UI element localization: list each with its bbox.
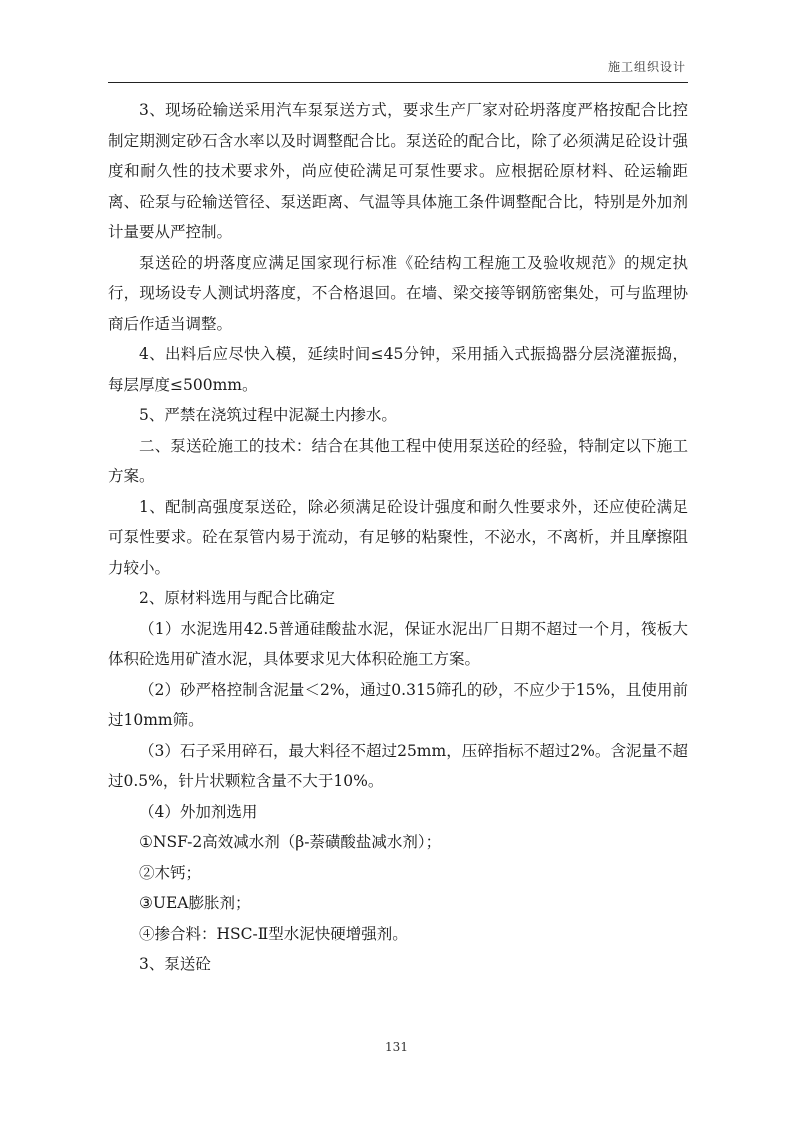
- paragraph-8: （1）水泥选用42.5普通硅酸盐水泥，保证水泥出厂日期不超过一个月，筏板大体积砼选用矿渣水泥，具体要求见大体积砼施工方案。: [108, 619, 688, 668]
- paragraph-14: ③UEA膨胀剂；: [139, 894, 251, 912]
- paragraph-1: 3、现场砼输送采用汽车泵泵送方式，要求生产厂家对砼坍落度严格按配合比控制定期测定砂石含水率以及时调整配合比。泵送砼的配合比，除了必须满足砼设计强度和耐久性的技术要求外，尚应使砼满足可泵性要求。应根据砼原材料、砼运输距离、砼泵与砼输送管径、泵送距离、气温等具体施工条件调整配合比，特别是外加剂计量要从严控制。: [108, 101, 688, 241]
- paragraph-16: 3、泵送砼: [139, 955, 211, 973]
- page-header: [108, 56, 688, 83]
- paragraph-12: ①NSF-2高效减水剂（β-萘磺酸盐减水剂）；: [139, 833, 442, 851]
- paragraph-10: （3）石子采用碎石，最大料径不超过25mm，压碎指标不超过2%。含泥量不超过0.5%，针片状颗粒含量不大于10%。: [108, 741, 688, 790]
- paragraph-6: 1、配制高强度泵送砼，除必须满足砼设计强度和耐久性要求外，还应使砼满足可泵性要求。砼在泵管内易于流动，有足够的粘聚性，不泌水，不离析，并且摩擦阻力较小。: [108, 497, 688, 577]
- paragraph-5: 二、泵送砼施工的技术：结合在其他工程中使用泵送砼的经验，特制定以下施工方案。: [108, 436, 688, 485]
- paragraph-15: ④掺合料：HSC-Ⅱ型水泥快硬增强剂。: [139, 924, 408, 943]
- paragraph-4: 5、严禁在浇筑过程中泥凝土内掺水。: [139, 406, 397, 424]
- paragraph-11: （4）外加剂选用: [139, 802, 258, 821]
- paragraph-9: （2）砂严格控制含泥量＜2%，通过0.315筛孔的砂，不应少于15%，且使用前过10mm筛。: [108, 680, 688, 729]
- paragraph-2: 泵送砼的坍落度应满足国家现行标准《砼结构工程施工及验收规范》的规定执行，现场设专人测试坍落度，不合格退回。在墙、梁交接等钢筋密集处，可与监理协商后作适当调整。: [108, 253, 688, 333]
- paragraph-3: 4、出料后应尽快入模，延续时间≤45分钟，采用插入式振捣器分层浇灌振捣，每层厚度≤500mm。: [108, 345, 688, 394]
- document-body: [108, 95, 688, 980]
- paragraph-7: 2、原材料选用与配合比确定: [139, 589, 335, 607]
- paragraph-13: ②木钙；: [139, 863, 202, 882]
- page-number: 131: [385, 1040, 408, 1054]
- header-title: 施工组织设计: [607, 60, 686, 74]
